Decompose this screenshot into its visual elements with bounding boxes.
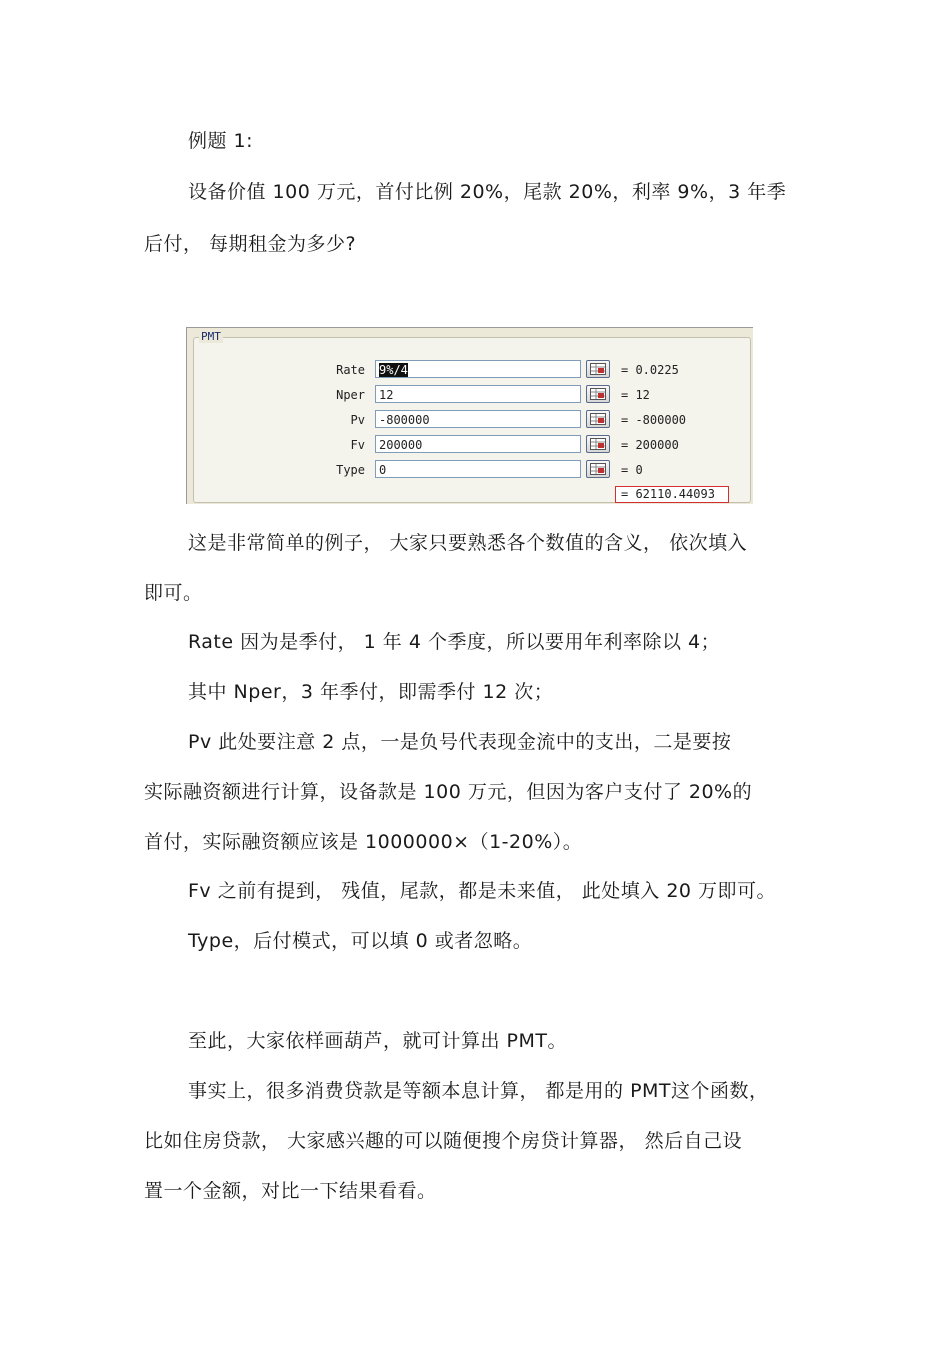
nper-label: Nper [336, 388, 365, 402]
conclusion: 至此，大家依样画葫芦，就可计算出 PMT。 [188, 1030, 567, 1052]
question-line-1: 设备价值 100 万元，首付比例 20%，尾款 20%，利率 9%，3 年季 [188, 181, 787, 203]
pmt-result: = 62110.44093 [615, 486, 729, 503]
explain-line-1: 这是非常简单的例子， 大家只要熟悉各个数值的含义， 依次填入 [188, 532, 748, 554]
pmt-dialog-screenshot [186, 327, 753, 504]
type-collapse-button[interactable] [586, 460, 610, 478]
pmt-row-rate [187, 360, 753, 382]
fv-eval: = 200000 [621, 438, 679, 452]
fv-input[interactable]: 200000 [375, 435, 581, 453]
range-select-icon [590, 438, 606, 450]
nper-note: 其中 Nper，3 年季付，即需季付 12 次； [188, 681, 554, 703]
rate-note: Rate 因为是季付， 1 年 4 个季度，所以要用年利率除以 4； [188, 631, 721, 653]
rate-input[interactable]: 9%/4 [375, 360, 581, 378]
rate-eval: = 0.0225 [621, 363, 679, 377]
range-select-icon [590, 463, 606, 475]
example-title: 例题 1: [188, 130, 254, 152]
nper-input[interactable]: 12 [375, 385, 581, 403]
range-select-icon [590, 363, 606, 375]
pv-line-2: 实际融资额进行计算，设备款是 100 万元，但因为客户支付了 20%的 [144, 781, 753, 803]
range-select-icon [590, 413, 606, 425]
fact-line-3: 置一个金额，对比一下结果看看。 [144, 1180, 437, 1202]
fv-note: Fv 之前有提到， 残值，尾款，都是未来值， 此处填入 20 万即可。 [188, 880, 777, 902]
nper-eval: = 12 [621, 388, 650, 402]
type-note: Type，后付模式，可以填 0 或者忽略。 [188, 930, 533, 952]
pmt-row-nper [187, 385, 753, 407]
fact-line-1: 事实上，很多消费贷款是等额本息计算， 都是用的 PMT这个函数， [188, 1080, 769, 1102]
pv-label: Pv [350, 413, 365, 427]
question-line-2: 后付， 每期租金为多少? [144, 233, 357, 255]
range-select-icon [590, 388, 606, 400]
fv-collapse-button[interactable] [586, 435, 610, 453]
explain-line-2: 即可。 [144, 582, 203, 604]
type-input[interactable]: 0 [375, 460, 581, 478]
pmt-row-pv [187, 410, 753, 432]
pmt-groupbox-title: PMT [201, 330, 221, 343]
rate-label: Rate [336, 363, 365, 377]
type-label: Type [336, 463, 365, 477]
pv-input[interactable]: -800000 [375, 410, 581, 428]
nper-collapse-button[interactable] [586, 385, 610, 403]
pmt-row-fv [187, 435, 753, 457]
rate-collapse-button[interactable] [586, 360, 610, 378]
pv-line-1: Pv 此处要注意 2 点，一是负号代表现金流中的支出，二是要按 [188, 731, 732, 753]
pv-eval: = -800000 [621, 413, 687, 427]
pv-collapse-button[interactable] [586, 410, 610, 428]
fv-label: Fv [350, 438, 365, 452]
pv-line-3: 首付，实际融资额应该是 1000000×（1-20%）。 [144, 831, 583, 853]
type-eval: = 0 [621, 463, 643, 477]
fact-line-2: 比如住房贷款， 大家感兴趣的可以随便搜个房贷计算器， 然后自己设 [144, 1130, 743, 1152]
pmt-row-type [187, 460, 753, 482]
